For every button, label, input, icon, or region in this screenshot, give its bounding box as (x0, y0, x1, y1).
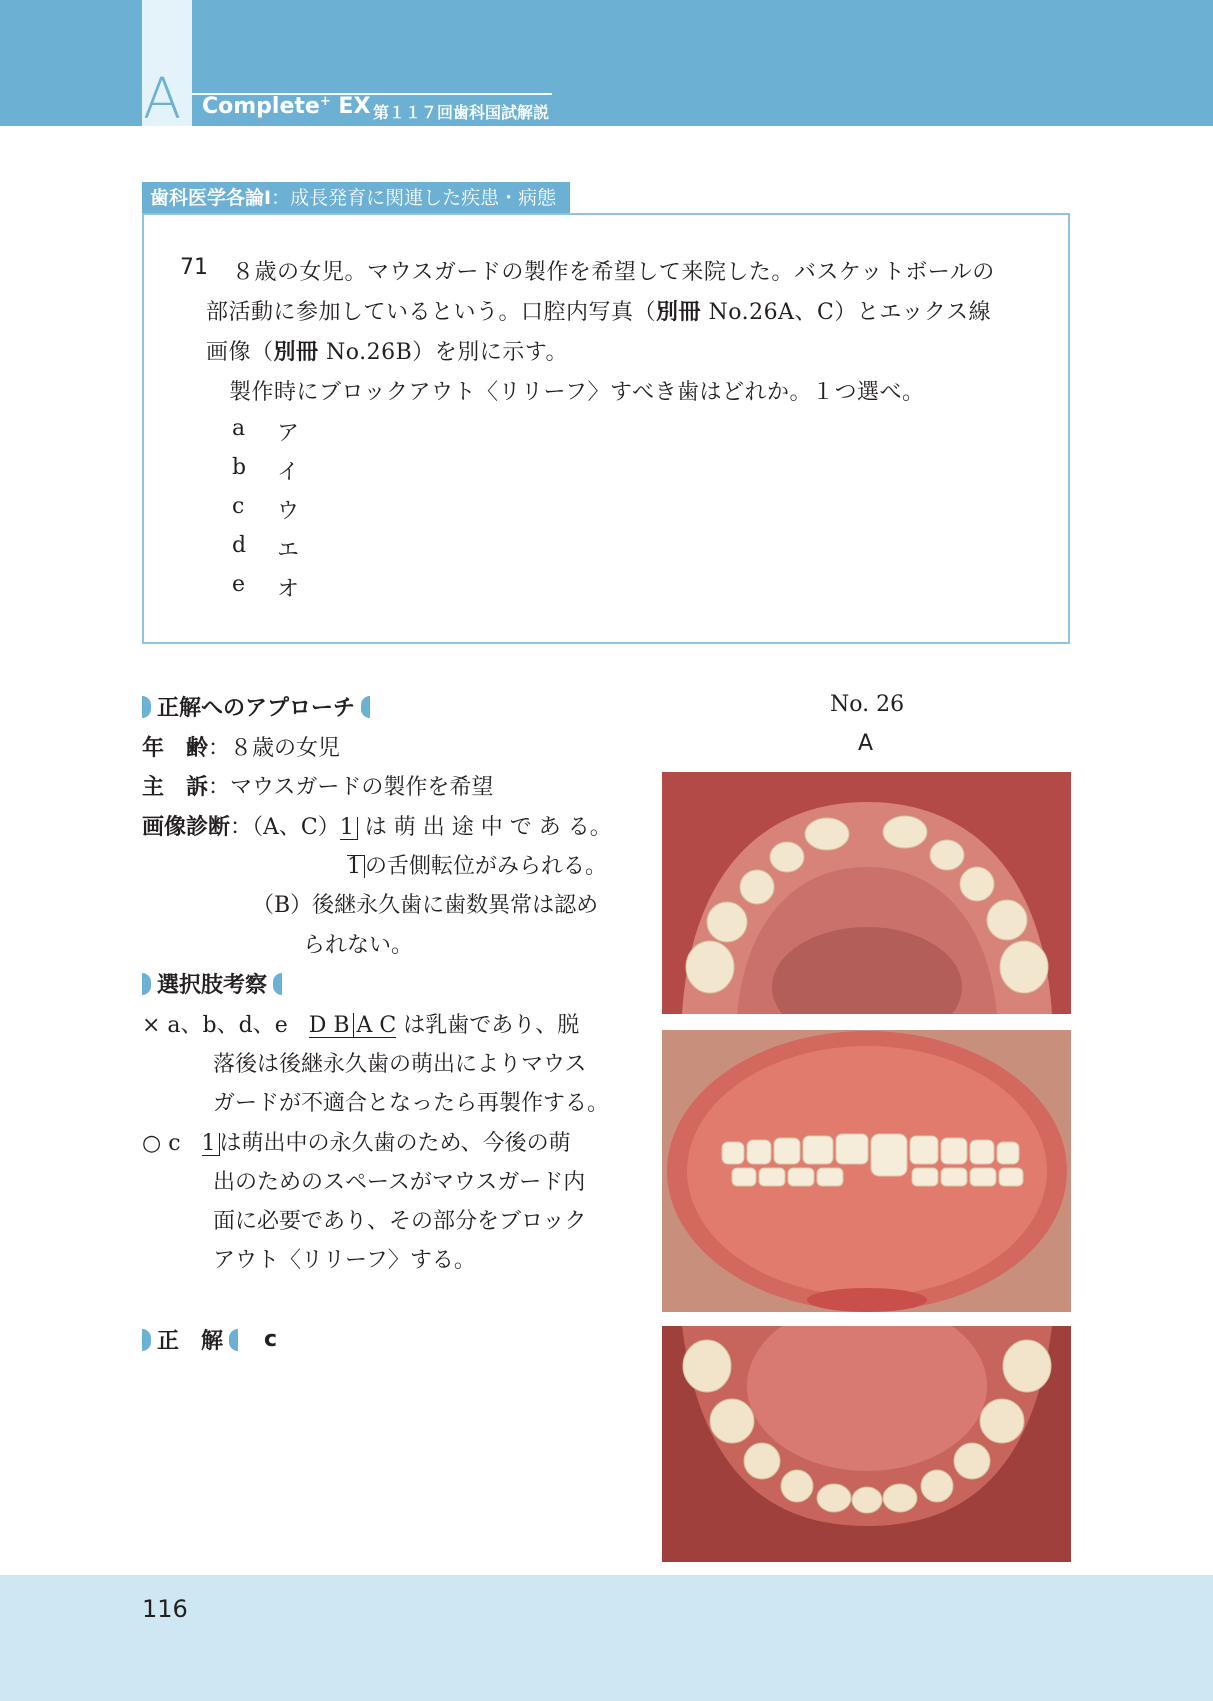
book-title: Complete+ EX (202, 94, 371, 119)
heading-marker-icon (142, 973, 151, 995)
option-text: ア (277, 421, 300, 446)
exam-title: 第１１７回歯科国試解説 (373, 103, 550, 122)
heading-marker-icon (273, 973, 282, 995)
diagnosis-b-row-1: （B）後継永久歯に歯数異常は認め (252, 893, 599, 918)
options-review-heading: 選択肢考察 (142, 968, 282, 999)
question-line-4: 製作時にブロックアウト〈リリーフ〉すべき歯はどれか。１つ選べ。 (229, 380, 925, 405)
figure-label: A (858, 731, 874, 756)
incorrect-options-row-1: × a、b、d、e D B A C は乳歯であり、脱 (142, 1013, 580, 1038)
question-line-3: 画像（別冊 No.26B）を別に示す。 (206, 340, 569, 365)
incorrect-options-row-3: ガードが不適合となったら再製作する。 (213, 1091, 610, 1116)
correct-option-row-3: 面に必要であり、その部分をブロック (213, 1209, 587, 1234)
heading-marker-icon (142, 1329, 151, 1351)
option-letter: a (232, 416, 246, 441)
question-line-2: 部活動に参加しているという。口腔内写真（別冊 No.26A、C）とエックス線 (206, 300, 992, 325)
category-label: 歯科医学各論Ⅰ：成長発育に関連した疾患・病態 (142, 182, 570, 214)
complaint-row: 主 訴：マウスガードの製作を希望 (142, 775, 494, 800)
question-number: 71 (180, 255, 208, 280)
frontal-teeth-photo (662, 1030, 1071, 1312)
approach-heading: 正解へのアプローチ (142, 691, 370, 722)
option-letter: e (232, 572, 246, 597)
option-text: イ (277, 460, 300, 485)
option-text: ウ (277, 499, 300, 524)
answer-value: c (264, 1327, 278, 1352)
chapter-letter: A (143, 67, 182, 132)
heading-marker-icon (229, 1329, 238, 1351)
question-line-1: ８歳の女児。マウスガードの製作を希望して来院した。バスケットボールの (232, 260, 995, 285)
figure-number: No. 26 (830, 692, 905, 717)
correct-option-row-4: アウト〈リリーフ〉する。 (213, 1248, 476, 1273)
option-text: エ (277, 538, 300, 563)
age-row: 年 齢：８歳の女児 (142, 736, 341, 761)
correct-option-row-1: ○ c 1 は萌出中の永久歯のため、今後の萌 (142, 1131, 571, 1156)
option-letter: d (232, 533, 247, 558)
option-letter: c (232, 494, 245, 519)
lower-arch-photo (662, 1326, 1071, 1562)
upper-arch-photo (662, 772, 1071, 1014)
option-text: オ (277, 577, 300, 602)
option-letter: b (232, 455, 247, 480)
footer-band (0, 1575, 1213, 1701)
diagnosis-b-row-2: られない。 (303, 933, 414, 958)
diagnosis-row-1: 画像診断：（A、C）1 は 萌 出 途 中 で あ る。 (142, 815, 612, 840)
heading-marker-icon (361, 696, 370, 718)
heading-marker-icon (142, 696, 151, 718)
diagnosis-row-2: 1 の舌側転位がみられる。 (347, 854, 608, 879)
page-number: 116 (142, 1595, 188, 1623)
incorrect-options-row-2: 落後は後継永久歯の萌出によりマウス (213, 1052, 587, 1077)
answer-heading: 正 解 c (142, 1324, 277, 1355)
correct-option-row-2: 出のためのスペースがマウスガード内 (213, 1170, 586, 1195)
